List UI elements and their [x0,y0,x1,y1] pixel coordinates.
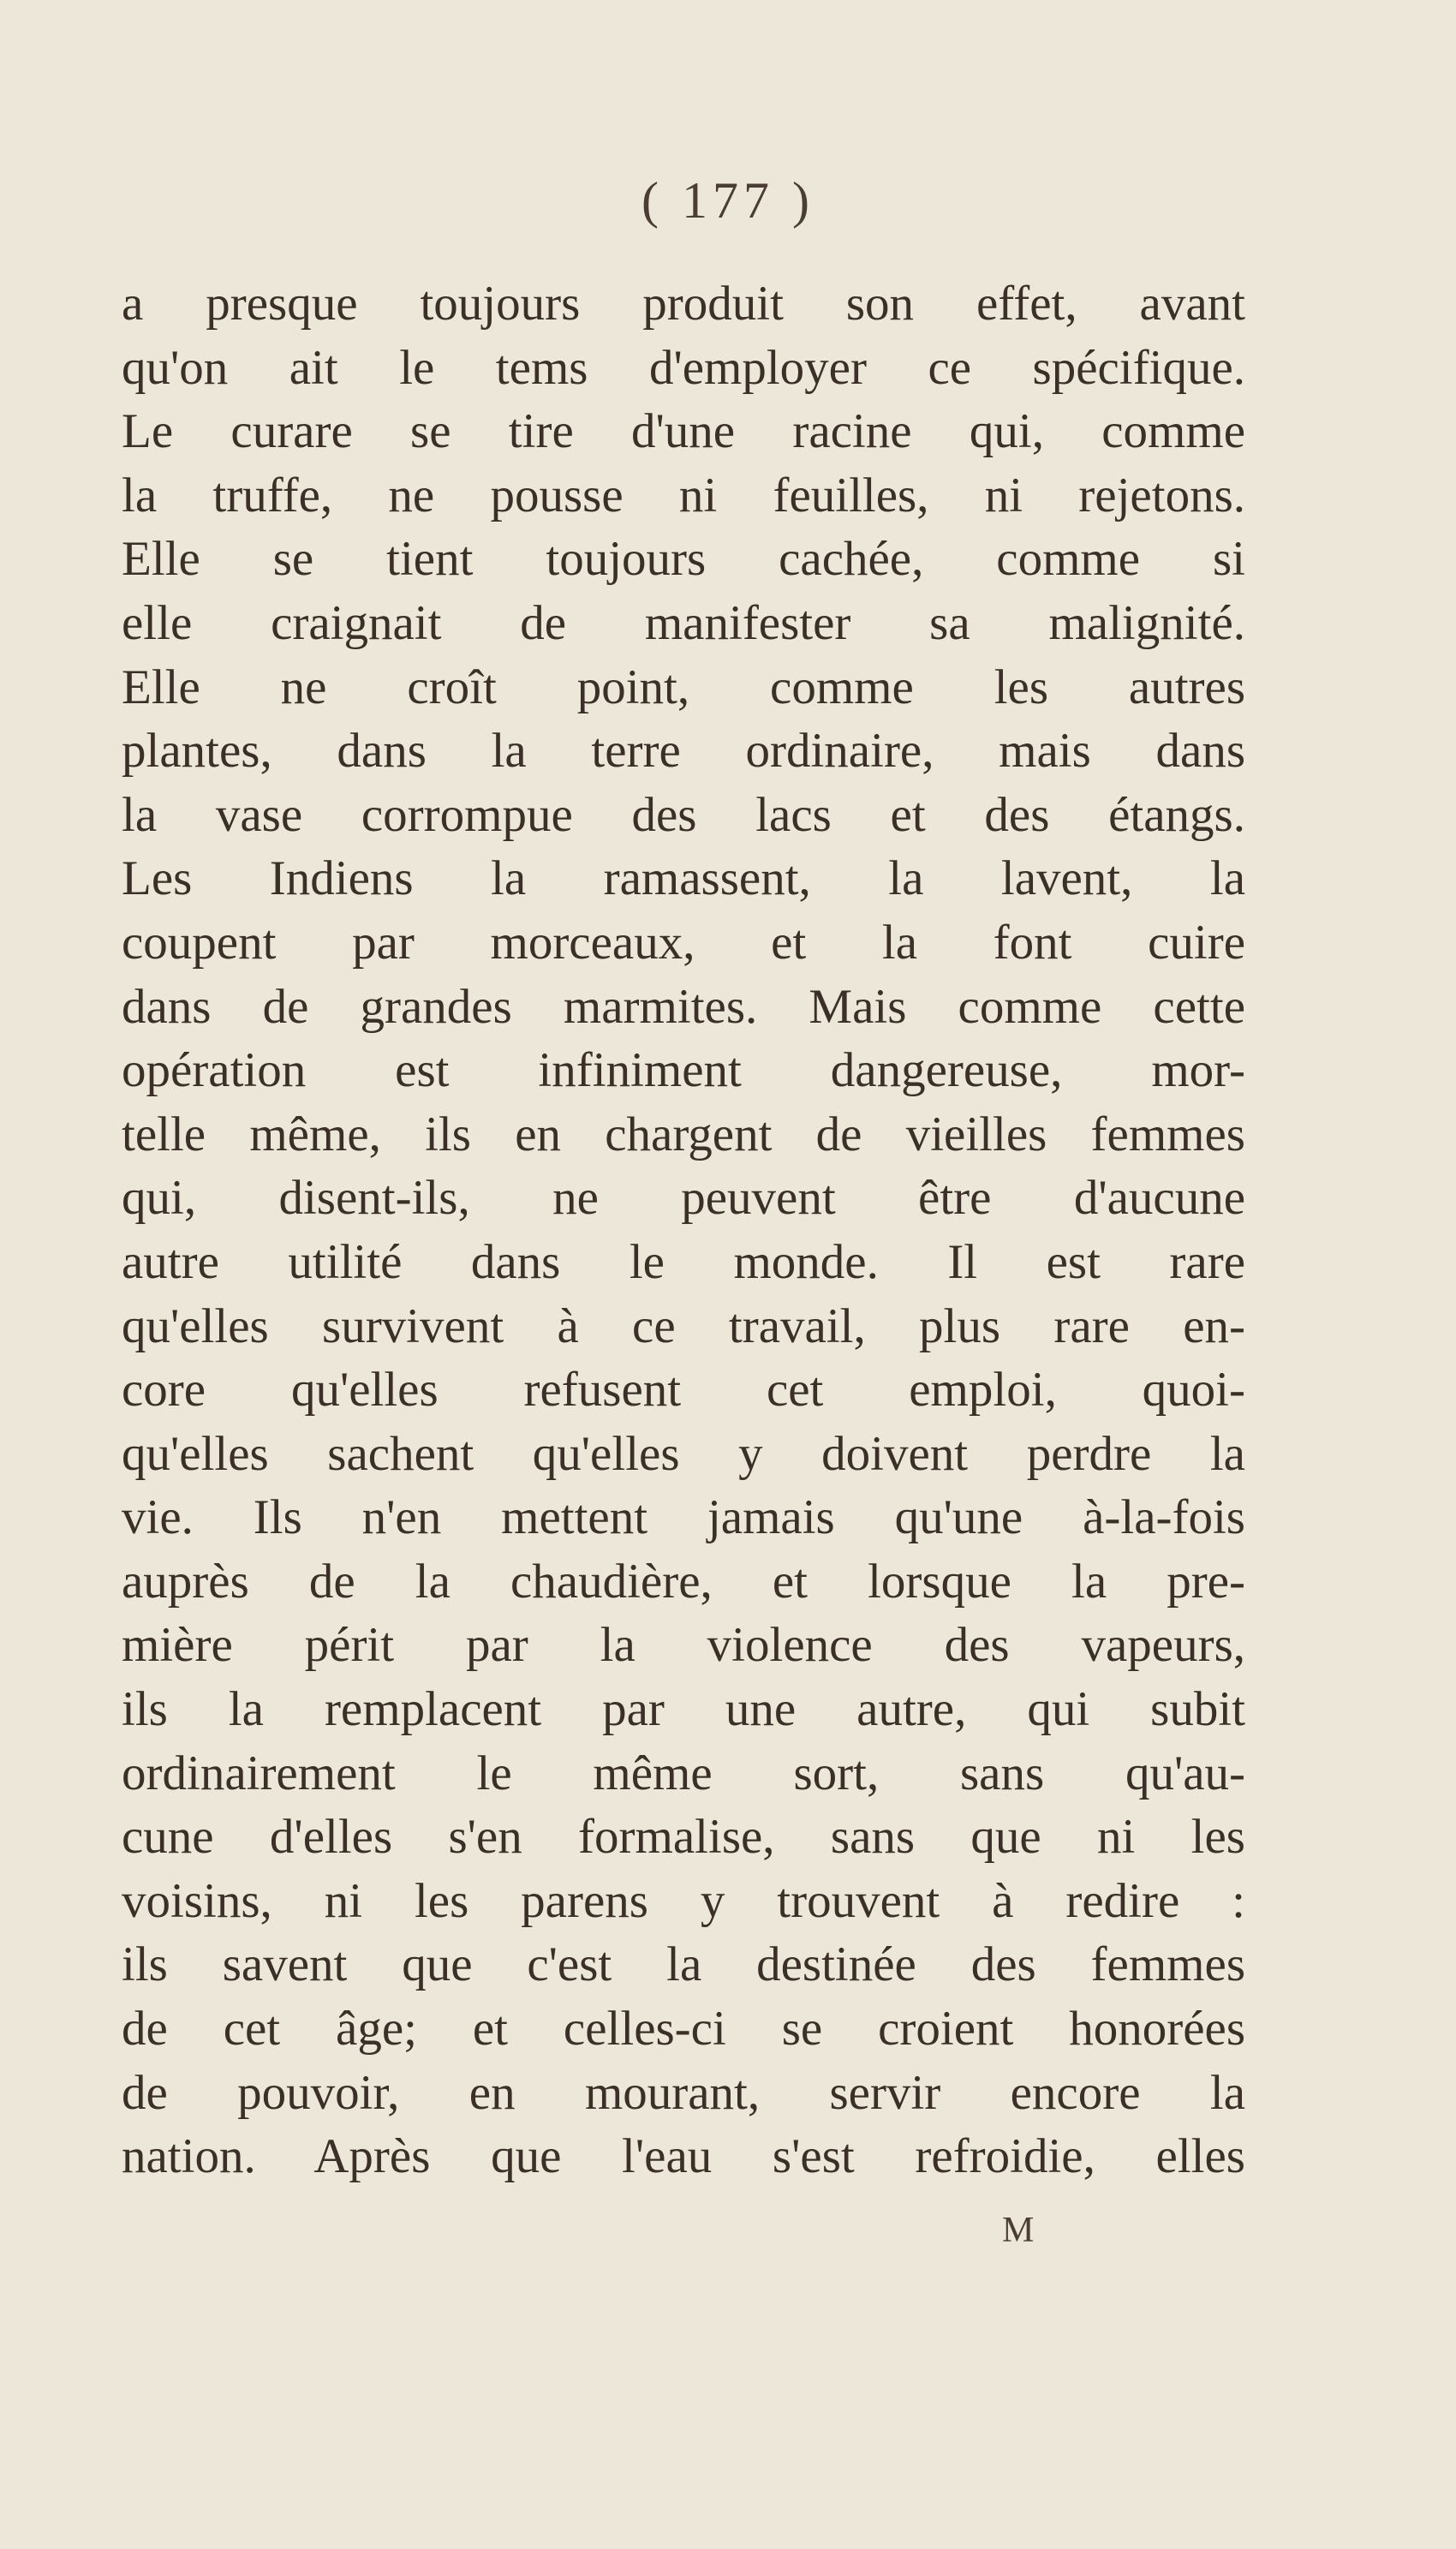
text-line: Les Indiens la ramassent, la lavent, la [122,851,1245,906]
text-line: mière périt par la violence des vapeurs, [122,1618,1245,1673]
text-line: qu'elles survivent à ce travail, plus rare en- [122,1298,1245,1353]
body-text [122,272,1245,2189]
text-line: plantes, dans la terre ordinaire, mais dans [122,724,1245,779]
text-line: Elle se tient toujours cachée, comme si [122,532,1245,587]
text-line: ordinairement le même sort, sans qu'au- [122,1746,1245,1800]
text-line: core qu'elles refusent cet emploi, quoi- [122,1363,1245,1418]
text-line: ils la remplacent par une autre, qui subit [122,1682,1245,1737]
text-line: ils savent que c'est la destinée des femmes [122,1937,1245,1992]
text-line: cune d'elles s'en formalise, sans que ni les [122,1810,1245,1865]
text-line: vie. Ils n'en mettent jamais qu'une à-la-fois [122,1490,1245,1545]
text-line: voisins, ni les parens y trouvent à redire : [122,1873,1245,1928]
text-line: Le curare se tire d'une racine qui, comme [122,404,1245,459]
text-line: auprès de la chaudière, et lorsque la pre- [122,1554,1245,1609]
text-line: qu'elles sachent qu'elles y doivent perdre la [122,1426,1245,1481]
text-line: autre utilité dans le monde. Il est rare [122,1234,1245,1289]
text-line: Elle ne croît point, comme les autres [122,660,1245,714]
text-line: coupent par morceaux, et la font cuire [122,915,1245,970]
text-line: qui, disent-ils, ne peuvent être d'aucune [122,1171,1245,1226]
page-number: ( 177 ) [641,172,815,229]
signature-mark: M [1002,2211,1035,2250]
text-line: qu'on ait le tems d'employer ce spécifique. [122,340,1245,395]
text-line: opération est infiniment dangereuse, mor- [122,1043,1245,1098]
text-line: elle craignait de manifester sa malignité. [122,595,1245,650]
text-line: de pouvoir, en mourant, servir encore la [122,2065,1245,2120]
text-line: nation. Après que l'eau s'est refroidie, elles [122,2129,1245,2184]
text-line: telle même, ils en chargent de vieilles femmes [122,1107,1245,1161]
text-line: la vase corrompue des lacs et des étangs. [122,787,1245,842]
text-line: de cet âge; et celles-ci se croient honorées [122,2002,1245,2057]
text-line: a presque toujours produit son effet, avant [122,277,1245,331]
text-line: dans de grandes marmites. Mais comme cette [122,979,1245,1034]
text-line: la truffe, ne pousse ni feuilles, ni rejetons. [122,468,1245,522]
